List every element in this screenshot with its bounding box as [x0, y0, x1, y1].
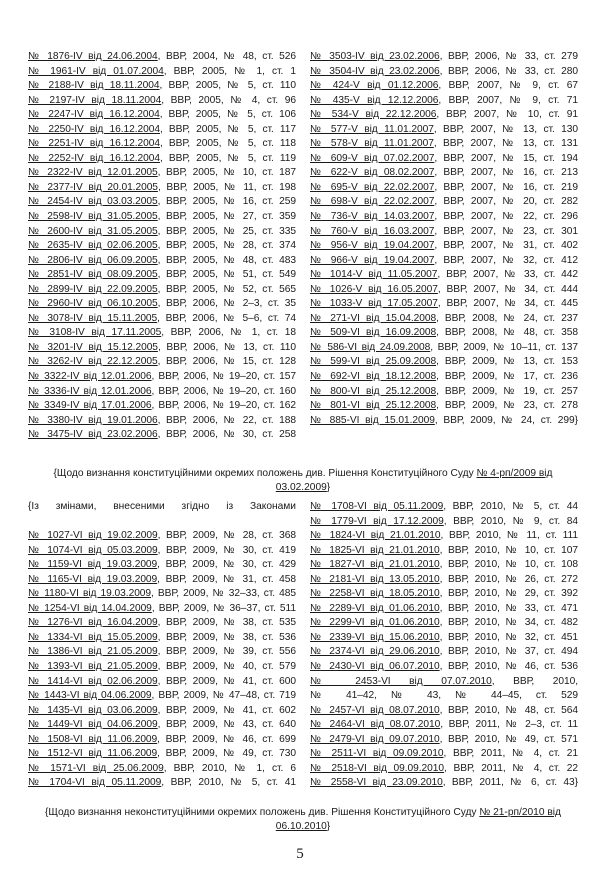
gazette-citation: , ВВР, 2007, № 9, ст. 71: [438, 94, 578, 106]
gazette-citation: , ВВР, 2004, № 48, ст. 526: [157, 51, 296, 62]
gazette-citation: , ВВР, 2007, № 32, ст. 412: [434, 254, 578, 266]
gazette-citation: , ВВР, 2006, № 19–20, ст. 160: [151, 385, 296, 397]
amendment-entry: [310, 50, 578, 65]
amendment-entry: [310, 137, 578, 152]
law-link[interactable]: № 1074-VI від 05.03.2009: [28, 544, 158, 556]
law-link[interactable]: № 2635-IV від 02.06.2005: [28, 240, 158, 252]
gazette-citation: , ВВР, 2009, № 30, ст. 429: [157, 559, 296, 571]
gazette-citation: , ВВР, 2007, № 10, ст. 91: [436, 109, 578, 121]
gazette-citation: , ВВР, 2009, № 31, ст. 458: [157, 573, 296, 585]
spacer: [28, 515, 296, 530]
gazette-citation: , ВВР, 2006, № 30, ст. 258: [157, 429, 296, 441]
amendment-entry: [28, 689, 296, 704]
law-link[interactable]: № 3108-IV від 17.11.2005: [28, 327, 162, 339]
law-link[interactable]: № 1334-VI від 15.05.2009: [28, 631, 158, 643]
law-link[interactable]: № 2374-VI від 29.06.2010: [310, 646, 440, 658]
amendment-entry: [28, 341, 296, 356]
law-link[interactable]: № 1033-V від 17.05.2007: [310, 298, 438, 310]
gazette-citation: , ВВР, 2005, № 10, ст. 187: [157, 167, 296, 179]
law-link[interactable]: № 2598-IV від 31.05.2005: [28, 211, 158, 223]
amendment-entry: [310, 500, 578, 515]
gazette-citation: , ВВР, 2011, № 4, ст. 21: [443, 748, 578, 760]
gazette-citation: , ВВР, 2006, № 2–3, ст. 35: [157, 298, 296, 310]
law-link[interactable]: № 1165-VI від 19.03.2009: [28, 573, 158, 585]
gazette-citation: , ВВР, 2007, № 15, ст. 194: [434, 152, 578, 164]
gazette-citation: , ВВР, 2010, № 26, ст. 272: [439, 573, 578, 585]
gazette-citation: , ВВР, 2010, № 49, ст. 571: [439, 733, 578, 745]
gazette-citation: , ВВР, 2007, № 34, ст. 444: [437, 283, 579, 295]
gazette-citation: , ВВР, 2006, № 5–6, ст. 74: [157, 312, 296, 324]
amendment-entry: [28, 529, 296, 544]
amendment-entry: [310, 341, 578, 356]
law-link[interactable]: № 2289-VI від 01.06.2010: [310, 602, 440, 614]
gazette-citation: , ВВР, 2005, № 25, ст. 335: [157, 225, 296, 237]
amendment-entry: [28, 704, 296, 719]
law-link[interactable]: № 2558-VI від 23.09.2010: [310, 777, 443, 789]
amendment-entry: [28, 733, 296, 748]
gazette-citation: , ВВР, 2008, № 48, ст. 358: [436, 327, 578, 339]
law-link[interactable]: № 1824-VI від 21.01.2010: [310, 530, 441, 542]
gazette-citation: , ВВР, 2009, № 32–33, ст. 485: [151, 588, 296, 600]
law-link[interactable]: № 2322-IV від 12.01.2005: [28, 167, 158, 179]
amendment-entry: [28, 210, 296, 225]
amendment-entry: [310, 558, 578, 573]
law-link[interactable]: № 2250-IV від 16.12.2004: [28, 123, 160, 135]
law-link[interactable]: № 424-V від 01.12.2006: [310, 80, 439, 92]
amendment-entry: [28, 762, 296, 777]
amendment-entry: [28, 195, 296, 210]
gazette-citation: , ВВР, 2010, № 1, ст. 6: [163, 762, 296, 774]
amendment-entry: [28, 312, 296, 327]
amendment-entry: [310, 704, 578, 719]
law-link[interactable]: № 1276-VI від 16.04.2009: [28, 617, 158, 629]
amendment-entry: [310, 529, 578, 544]
law-link[interactable]: № 1508-VI від 11.06.2009: [28, 733, 158, 745]
amendments-columns-2: [28, 500, 578, 791]
law-link[interactable]: № 3475-IV від 23.02.2006: [28, 429, 158, 441]
law-link[interactable]: № 2181-VI від 13.05.2010: [310, 573, 440, 585]
amendment-entry: [310, 645, 578, 660]
gazette-citation: , ВВР, 2005, № 5, ст. 117: [159, 123, 296, 135]
amendment-entry: [310, 515, 578, 530]
amendment-entry: [310, 631, 578, 646]
amendment-entry: [310, 79, 578, 94]
amendment-entry: [310, 326, 578, 341]
amendment-entry: [310, 65, 578, 80]
law-link[interactable]: № 2251-IV від 16.12.2004: [28, 138, 160, 150]
amendment-entry: [310, 602, 578, 617]
amendment-entry: [28, 558, 296, 573]
amendment-entry: [310, 544, 578, 559]
amendment-entry: [310, 747, 578, 762]
law-link[interactable]: № 2851-IV від 08.09.2005: [28, 269, 158, 281]
gazette-citation: , ВВР, 2007, № 9, ст. 67: [438, 80, 578, 92]
amendment-entry: [310, 573, 578, 588]
amendment-entry: [28, 152, 296, 167]
amendment-entry: [28, 137, 296, 152]
law-link[interactable]: № 3336-IV від 12.01.2006: [28, 385, 152, 397]
amendments-column-left-2: [28, 500, 296, 791]
constitutional-court-note-1: [40, 467, 566, 496]
amendment-entry: [310, 689, 578, 704]
law-link[interactable]: № 1180-VI від 19.03.2009: [28, 588, 152, 600]
law-link[interactable]: № 3078-IV від 15.11.2005: [28, 312, 158, 324]
amendment-entry: [28, 573, 296, 588]
gazette-citation: , ВВР, 2009, № 47–48, ст. 719: [151, 690, 296, 702]
gazette-citation: , ВВР, 2009, № 49, ст. 730: [157, 748, 296, 760]
law-link[interactable]: № 1512-VI від 11.06.2009: [28, 748, 158, 760]
law-link[interactable]: № 2960-IV від 06.10.2005: [28, 298, 158, 310]
amendment-entry: [310, 152, 578, 167]
amendment-entry: [310, 762, 578, 777]
gazette-citation: , ВВР, 2010, № 46, ст. 536: [439, 661, 578, 673]
gazette-citation: , ВВР, 2010, № 9, ст. 84: [443, 515, 578, 527]
gazette-citation: , ВВР, 2009, № 39, ст. 556: [157, 646, 296, 658]
law-link[interactable]: № 2252-IV від 16.12.2004: [28, 152, 160, 164]
law-link[interactable]: № 1708-VI від 05.11.2009: [310, 501, 444, 512]
gazette-citation: , ВВР, 2005, № 48, ст. 483: [157, 254, 296, 266]
gazette-citation: , ВВР, 2010, № 37, ст. 494: [439, 646, 578, 658]
amendment-entry: [310, 399, 578, 414]
law-link[interactable]: № 2299-VI від 01.06.2010: [310, 617, 440, 629]
law-link[interactable]: № 1779-VI від 17.12.2009: [310, 515, 444, 527]
gazette-citation: , ВВР, 2010, № 29, ст. 392: [439, 588, 578, 600]
amendment-entry: [28, 65, 296, 80]
gazette-citation: , ВВР, 2005, № 11, ст. 198: [157, 181, 296, 193]
amendment-entry: [28, 645, 296, 660]
amendments-columns-1: [28, 50, 578, 443]
law-link[interactable]: № 2457-VI від 08.07.2010: [310, 704, 440, 716]
gazette-citation: , ВВР, 2006, № 1, ст. 18: [161, 327, 296, 339]
amendment-entry: [310, 675, 578, 690]
law-link[interactable]: № 1159-VI від 19.03.2009: [28, 559, 158, 571]
gazette-citation: , ВВР, 2009, № 38, ст. 535: [157, 617, 296, 629]
amendment-entry: [28, 355, 296, 370]
gazette-citation: , ВВР, 2007, № 16, ст. 219: [434, 181, 578, 193]
law-link[interactable]: № 2479-VI від 09.07.2010: [310, 733, 440, 745]
law-link[interactable]: № 2188-IV від 18.11.2004: [28, 80, 160, 92]
law-link[interactable]: № 801-VI від 25.12.2008: [310, 400, 437, 412]
gazette-citation: , ВВР, 2007, № 23, ст. 301: [434, 225, 578, 237]
gazette-citation: , ВВР, 2007, № 16, ст. 213: [434, 167, 578, 179]
gazette-citation: , ВВР, 2005, № 5, ст. 106: [159, 109, 296, 121]
gazette-citation: , ВВР, 2009, № 40, ст. 579: [157, 661, 296, 673]
amendment-entry: [310, 776, 578, 791]
gazette-citation: , ВВР, 2010, № 32, ст. 451: [439, 631, 578, 643]
law-link[interactable]: № 1254-VI від 14.04.2009: [28, 602, 152, 614]
amendment-entry: [28, 283, 296, 298]
gazette-citation: , ВВР, 2006, № 19–20, ст. 162: [151, 400, 296, 412]
law-link[interactable]: № 2511-VI від 09.09.2010: [310, 748, 444, 760]
gazette-citation: , ВВР, 2006, № 22, ст. 188: [157, 414, 296, 426]
law-link[interactable]: № 1825-VI від 21.01.2010: [310, 544, 440, 556]
amendment-entry: [310, 268, 578, 283]
law-link[interactable]: № 3201-IV від 15.12.2005: [28, 341, 158, 353]
amendment-entry: [310, 297, 578, 312]
amendment-entry: [310, 195, 578, 210]
gazette-citation: , ВВР, 2010, № 33, ст. 471: [439, 602, 578, 614]
note-text: {Щодо визнання неконституційними окремих положень див. Рішення Конституційного Суду: [45, 807, 480, 818]
law-link[interactable]: № 577-V від 11.01.2007: [310, 123, 434, 135]
gazette-citation: , ВВР, 2006, № 13, ст. 110: [157, 341, 296, 353]
amendment-entry: [310, 166, 578, 181]
amendments-column-right-1: [310, 50, 578, 443]
gazette-citation: , ВВР, 2007, № 31, ст. 402: [434, 240, 578, 252]
law-link[interactable]: № 2339-VI від 15.06.2010: [310, 631, 440, 643]
amendment-entry: [28, 268, 296, 283]
note-link[interactable]: № 21-рп/2010 від 06.10.2010: [275, 807, 561, 833]
amendment-entry: [310, 225, 578, 240]
law-link[interactable]: № 3262-IV від 22.12.2005: [28, 356, 158, 368]
gazette-citation: , ВВР, 2009, № 38, ст. 536: [157, 631, 296, 643]
amendment-entry: [28, 718, 296, 733]
gazette-citation: , ВВР, 2005, № 27, ст. 359: [157, 211, 296, 223]
law-link[interactable]: № 1449-VI від 04.06.2009: [28, 719, 158, 731]
note-end: }: [326, 821, 331, 833]
amendment-entry: [310, 385, 578, 400]
law-link[interactable]: № 586-VI від 24.09.2008: [310, 341, 431, 353]
law-link[interactable]: № 800-VI від 25.12.2008: [310, 385, 437, 397]
gazette-citation: , ВВР, 2009, № 46, ст. 699: [157, 733, 296, 745]
amendment-entry: [310, 283, 578, 298]
amendment-entry: [28, 94, 296, 109]
law-link[interactable]: № 2806-IV від 06.09.2005: [28, 254, 158, 266]
gazette-citation: , ВВР, 2005, № 5, ст. 110: [159, 80, 296, 92]
law-link[interactable]: № 695-V від 22.02.2007: [310, 181, 435, 193]
amendment-entry: [310, 108, 578, 123]
amendment-entry: [28, 660, 296, 675]
law-link[interactable]: № 1027-VI від 19.02.2009: [28, 530, 158, 542]
gazette-citation: , ВВР, 2010,: [491, 675, 578, 687]
amendments-intro: {Із змінами, внесеними згідно із Законами: [28, 501, 296, 512]
law-link[interactable]: № 1435-VI від 03.06.2009: [28, 704, 158, 716]
law-link[interactable]: № 1443-VI від 04.06.2009: [28, 690, 152, 702]
amendment-entry: [310, 616, 578, 631]
note-text: {Щодо визнання конституційними окремих положень див. Рішення Конституційного Суду: [53, 468, 477, 479]
law-link[interactable]: № 2247-IV від 16.12.2004: [28, 109, 160, 121]
amendment-entry: [310, 718, 578, 733]
law-link[interactable]: № 1393-VI від 21.05.2009: [28, 661, 158, 673]
law-link[interactable]: № 2453-VI від 07.07.2010: [310, 675, 492, 687]
gazette-citation: , ВВР, 2007, № 34, ст. 445: [437, 298, 579, 310]
amendment-entry: [310, 254, 578, 269]
gazette-citation: , ВВР, 2009, № 17, ст. 236: [436, 371, 578, 383]
gazette-citation: , ВВР, 2011, № 6, ст. 43}: [442, 777, 578, 789]
law-link[interactable]: № 1386-VI від 21.05.2009: [28, 646, 158, 658]
gazette-citation: , ВВР, 2005, № 16, ст. 259: [157, 196, 296, 208]
gazette-citation: , ВВР, 2005, № 52, ст. 565: [157, 283, 296, 295]
amendment-entry: [28, 616, 296, 631]
gazette-citation: , ВВР, 2009, № 41, ст. 602: [157, 704, 296, 716]
law-link[interactable]: № 885-VI від 15.01.2009: [310, 414, 435, 426]
law-link[interactable]: № 534-V від 22.12.2006: [310, 109, 437, 121]
amendment-entry: [28, 181, 296, 196]
amendments-column-left-1: [28, 50, 296, 443]
gazette-citation: , ВВР, 2005, № 51, ст. 549: [157, 269, 296, 281]
law-link[interactable]: № 736-V від 14.03.2007: [310, 211, 435, 223]
law-link[interactable]: № 1961-IV від 01.07.2004: [28, 65, 164, 77]
law-link[interactable]: № 2600-IV від 31.05.2005: [28, 225, 158, 237]
amendment-entry: [310, 239, 578, 254]
amendment-entry: [310, 587, 578, 602]
amendment-entry: [28, 747, 296, 762]
gazette-citation: , ВВР, 2011, № 4, ст. 22: [444, 762, 578, 774]
gazette-citation: , ВВР, 2009, № 28, ст. 368: [157, 530, 296, 542]
amendment-entry: [310, 370, 578, 385]
law-link[interactable]: № 599-VI від 25.09.2008: [310, 356, 437, 368]
gazette-citation: , ВВР, 2007, № 13, ст. 131: [433, 138, 578, 150]
gazette-citation: , ВВР, 2006, № 15, ст. 128: [157, 356, 296, 368]
gazette-citation: , ВВР, 2005, № 4, ст. 96: [161, 94, 296, 106]
law-link[interactable]: № 2464-VI від 08.07.2010: [310, 719, 441, 731]
constitutional-court-note-2: [36, 806, 570, 835]
gazette-citation: , ВВР, 2009, № 30, ст. 419: [157, 544, 296, 556]
amendment-entry: [310, 660, 578, 675]
gazette-citation: , ВВР, 2007, № 13, ст. 130: [433, 123, 578, 135]
note-link[interactable]: № 4-рп/2009 від 03.02.2009: [275, 468, 553, 494]
gazette-citation: , ВВР, 2006, № 33, ст. 280: [439, 65, 578, 77]
law-link[interactable]: № 509-VI від 16.09.2008: [310, 327, 437, 339]
gazette-citation: , ВВР, 2010, № 34, ст. 482: [439, 617, 578, 629]
page-number: 5: [296, 846, 304, 862]
law-link[interactable]: № 2377-IV від 20.01.2005: [28, 181, 158, 193]
amendment-entry: [28, 297, 296, 312]
amendment-entry: [28, 370, 296, 385]
gazette-citation: , ВВР, 2010, № 48, ст. 564: [439, 704, 578, 716]
law-link[interactable]: № 760-V від 16.03.2007: [310, 225, 435, 237]
gazette-citation: , ВВР, 2010, № 5, ст. 44: [443, 501, 578, 512]
gazette-citation: , ВВР, 2005, № 5, ст. 119: [159, 152, 296, 164]
gazette-citation: , ВВР, 2006, № 19–20, ст. 157: [151, 371, 296, 383]
law-link[interactable]: № 692-VI від 18.12.2008: [310, 371, 437, 383]
gazette-citation: , ВВР, 2007, № 20, ст. 282: [434, 196, 578, 208]
amendment-entry: [28, 239, 296, 254]
note-end: }: [326, 482, 331, 494]
gazette-citation: , ВВР, 2009, № 23, ст. 278: [436, 400, 578, 412]
amendment-entry: [28, 675, 296, 690]
amendments-section-1: [28, 50, 578, 443]
amendments-section-2: [28, 500, 578, 791]
gazette-citation: , ВВР, 2009, № 10–11, ст. 137: [430, 341, 578, 353]
law-link[interactable]: № 271-VI від 15.04.2008: [310, 312, 437, 324]
gazette-citation: , ВВР, 2011, № 2–3, ст. 11: [440, 719, 578, 731]
law-link[interactable]: № 1827-VI від 21.01.2010: [310, 559, 440, 571]
amendment-entry: [28, 166, 296, 181]
amendment-entry: [28, 385, 296, 400]
law-link[interactable]: № 1026-V від 16.05.2007: [310, 283, 438, 295]
law-link[interactable]: № 698-V від 22.02.2007: [310, 196, 435, 208]
gazette-citation: , ВВР, 2010, № 10, ст. 108: [439, 559, 578, 571]
law-link[interactable]: № 2197-IV від 18.11.2004: [28, 94, 162, 106]
amendment-entry: [28, 428, 296, 443]
amendment-entry: [28, 79, 296, 94]
gazette-citation: , ВВР, 2009, № 13, ст. 153: [436, 356, 578, 368]
law-link[interactable]: № 1414-VI від 02.06.2009: [28, 675, 158, 687]
law-link[interactable]: № 1014-V від 11.05.2007: [310, 269, 438, 281]
gazette-citation: , ВВР, 2007, № 33, ст. 442: [437, 269, 578, 281]
amendment-entry: [28, 414, 296, 429]
law-link[interactable]: № 435-V від 12.12.2006: [310, 94, 439, 106]
gazette-citation: , ВВР, 2005, № 5, ст. 118: [159, 138, 296, 150]
amendment-entry: [310, 414, 578, 429]
amendment-entry: [310, 210, 578, 225]
amendment-entry: [28, 631, 296, 646]
law-link[interactable]: № 1571-VI від 25.06.2009: [28, 762, 164, 774]
amendment-entry: [28, 254, 296, 269]
gazette-citation: , ВВР, 2005, № 1, ст. 1: [163, 65, 296, 77]
law-link[interactable]: № 3504-IV від 23.02.2006: [310, 65, 440, 77]
law-link[interactable]: № 1704-VI від 05.11.2009: [28, 777, 162, 789]
amendment-entry: [28, 108, 296, 123]
law-link[interactable]: № 2899-IV від 22.09.2005: [28, 283, 158, 295]
amendment-entry: [310, 181, 578, 196]
gazette-citation: , ВВР, 2007, № 22, ст. 296: [434, 211, 578, 223]
law-link[interactable]: № 966-V від 19.04.2007: [310, 254, 435, 266]
gazette-citation: , ВВР, 2008, № 24, ст. 237: [436, 312, 578, 324]
law-link[interactable]: № 578-V від 11.01.2007: [310, 138, 434, 150]
law-link[interactable]: № 1876-IV від 24.06.2004: [28, 51, 158, 62]
amendment-entry: [28, 50, 296, 65]
amendment-entry: [310, 94, 578, 109]
gazette-citation: , ВВР, 2009, № 36–37, ст. 511: [151, 602, 297, 614]
gazette-citation: , ВВР, 2010, № 5, ст. 41: [161, 777, 296, 789]
law-link[interactable]: № 3322-IV від 12.01.2006: [28, 371, 152, 383]
gazette-citation: , ВВР, 2009, № 24, ст. 299}: [434, 414, 578, 426]
gazette-citation: , ВВР, 2010, № 10, ст. 107: [439, 544, 578, 556]
amendment-entry: [28, 123, 296, 138]
law-link[interactable]: № 622-V від 08.02.2007: [310, 167, 435, 179]
amendment-entry: [28, 225, 296, 240]
amendment-entry: [28, 776, 296, 791]
gazette-citation: , ВВР, 2009, № 41, ст. 600: [157, 675, 296, 687]
amendment-entry: [310, 355, 578, 370]
amendment-entry: [28, 587, 296, 602]
law-link[interactable]: № 2454-IV від 03.03.2005: [28, 196, 158, 208]
amendment-entry: [310, 123, 578, 138]
law-link[interactable]: № 3503-IV від 23.02.2006: [310, 51, 440, 62]
amendments-column-right-2: [310, 500, 578, 791]
amendment-entry: [28, 326, 296, 341]
law-link[interactable]: № 2258-VI від 18.05.2010: [310, 588, 440, 600]
law-link[interactable]: № 2518-VI від 09.09.2010: [310, 762, 445, 774]
law-link[interactable]: № 956-V від 19.04.2007: [310, 240, 435, 252]
amendment-entry: [310, 312, 578, 327]
gazette-citation: , ВВР, 2010, № 11, ст. 111: [440, 530, 578, 542]
gazette-citation: № 41–42, № 43, № 44–45, ст. 529: [310, 690, 578, 702]
law-link[interactable]: № 3349-IV від 17.01.2006: [28, 400, 152, 412]
amendment-entry: [28, 544, 296, 559]
law-link[interactable]: № 2430-VI від 06.07.2010: [310, 661, 440, 673]
gazette-citation: , ВВР, 2009, № 43, ст. 640: [157, 719, 296, 731]
gazette-citation: , ВВР, 2006, № 33, ст. 279: [439, 51, 578, 62]
amendment-entry: [28, 602, 296, 617]
amendments-list-left-2: [28, 529, 296, 791]
amendment-entry: [28, 399, 296, 414]
amendment-entry: [310, 733, 578, 748]
law-link[interactable]: № 3380-IV від 19.01.2006: [28, 414, 158, 426]
gazette-citation: , ВВР, 2009, № 19, ст. 257: [436, 385, 578, 397]
law-link[interactable]: № 609-V від 07.02.2007: [310, 152, 435, 164]
gazette-citation: , ВВР, 2005, № 28, ст. 374: [157, 240, 296, 252]
